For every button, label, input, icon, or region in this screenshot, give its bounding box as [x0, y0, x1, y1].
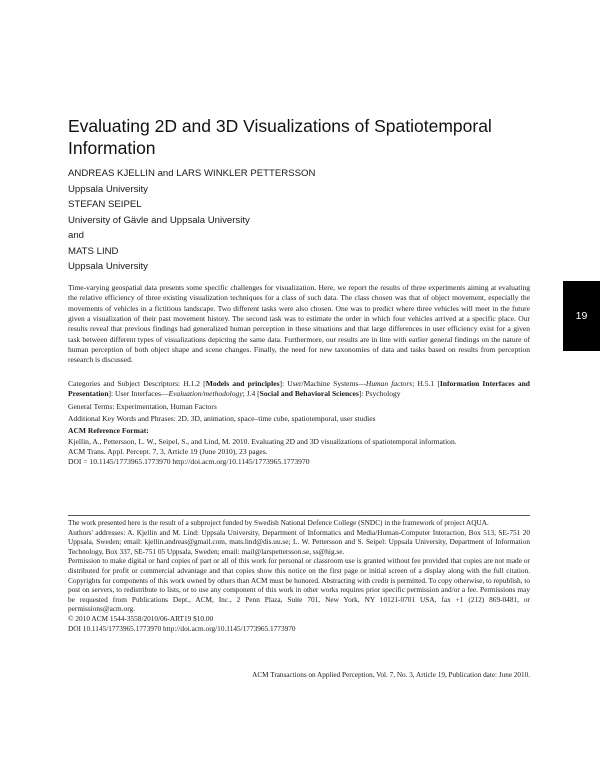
author-block [68, 166, 528, 275]
author-line: STEFAN SEIPEL [68, 199, 142, 210]
author-line: MATS LIND [68, 245, 119, 257]
author-conjunction: and [68, 230, 85, 241]
permission-notice: Permission to make digital or hard copies of part or all of this work for personal or classroom use is granted without fee provided that copies are not made or distributed for profit or commercial advantage and that copies show this notice on the first page or initial screen of a display along with the full citation. Copyrights for components of this work owned by others than ACM must be honored. Abstracting with credit is permitted. To copy otherwise, to republish, to post on servers, to redistribute to lists, or to use any component of this work in other works requires prior specific permission and/or a fee. Permissions may be requested from Publications Dept., ACM, Inc., 2 Penn Plaza, Suite 701, New York, NY 10121-0701 USA, fax +1 (212) 869-0481, or permissions@acm.org. [68, 556, 530, 614]
footnote-block [68, 518, 530, 633]
copyright-line: © 2010 ACM 1544-3558/2010/06-ART19 $10.00 [68, 613, 214, 623]
reference-line: ACM Trans. Appl. Percept. 7, 3, Article 19 (June 2010), 23 pages. [68, 447, 268, 457]
footnote-divider [68, 515, 530, 516]
abstract: Time-varying geospatial data presents some specific challenges for visualization. Here, we report the results of three experiments aiming at evaluating the relative efficiency of three existing visualization techniques for a class of such data. The class chosen was that of object movement, especially the movements of vehicles in a fictitious landscape. Two different tasks were also chosen. One was to predict where three vehicles will meet in the future given a visualization of their past movement history. The second task was to estimate the order in which four vehicles arrived at a specific place. Our results reveal that previous findings had generalized human perception in these situations and that large differences in user efficiency exist for a given task between different types of visualizations depicting the same data. Furthermore, our results are in line with earlier general findings on the nature of human perception of both object shape and scene changes. Finally, the need for new taxonomies of data and tasks based on results from perception research is discussed. [68, 283, 530, 365]
author-affiliation: Uppsala University [68, 183, 148, 195]
categories: Categories and Subject Descriptors: H.1.2 [Models and principles]: User/Machine Systems—Human factors; H.5.1 [Information Interfaces and Presentation]: User Interfaces—Evaluation/methodology; J.4 [Social and Behavioral Sciences]: Psychology [68, 379, 531, 399]
metadata-block [68, 379, 530, 468]
author-affiliation: Uppsala University [68, 261, 148, 272]
author-line: ANDREAS KJELLIN and LARS WINKLER PETTERSSON [68, 168, 316, 179]
keywords: Additional Key Words and Phrases: 2D, 3D, animation, space–time cube, spatiotemporal, user studies [68, 414, 376, 424]
paper-title: Evaluating 2D and 3D Visualizations of Spatiotemporal Information [68, 116, 492, 158]
reference-doi: DOI = 10.1145/1773965.1773970 http://doi.acm.org/10.1145/1773965.1773970 [68, 457, 310, 467]
reference-line: Kjellin, A., Pettersson, L. W., Seipel, S., and Lind, M. 2010. Evaluating 2D and 3D visualizations of spatiotemporal information. [68, 436, 457, 446]
journal-footer: ACM Transactions on Applied Perception, Vol. 7, No. 3, Article 19, Publication date: June 2010. [252, 671, 530, 679]
general-terms: General Terms: Experimentation, Human Factors [68, 401, 217, 411]
author-affiliation: University of Gävle and Uppsala University [68, 214, 250, 226]
author-addresses: Authors' addresses: A. Kjellin and M. Lind: Uppsala University, Department of Informatics and Media/Human-Computer Interaction, Box 513, SE-751 20 Uppsala, Sweden; email: kjellin.andreas@gmail.com, mats.lind@dis.uu.se; L. W. Pettersson and S. Seipel: Uppsala University, Department of Information Technology, Box 337, SE-751 05 Uppsala, Sweden; email: mail@larspettersson.se, ss@hig.se. [68, 527, 530, 556]
doi-line: DOI 10.1145/1773965.1773970 http://doi.acm.org/10.1145/1773965.1773970 [68, 623, 296, 633]
page-number-tab: 19 [563, 281, 600, 351]
reference-heading: ACM Reference Format: [68, 426, 149, 436]
funding-note: The work presented here is the result of a subproject funded by Swedish National Defence College (SNDC) in the framework of project AQUA. [68, 518, 489, 527]
